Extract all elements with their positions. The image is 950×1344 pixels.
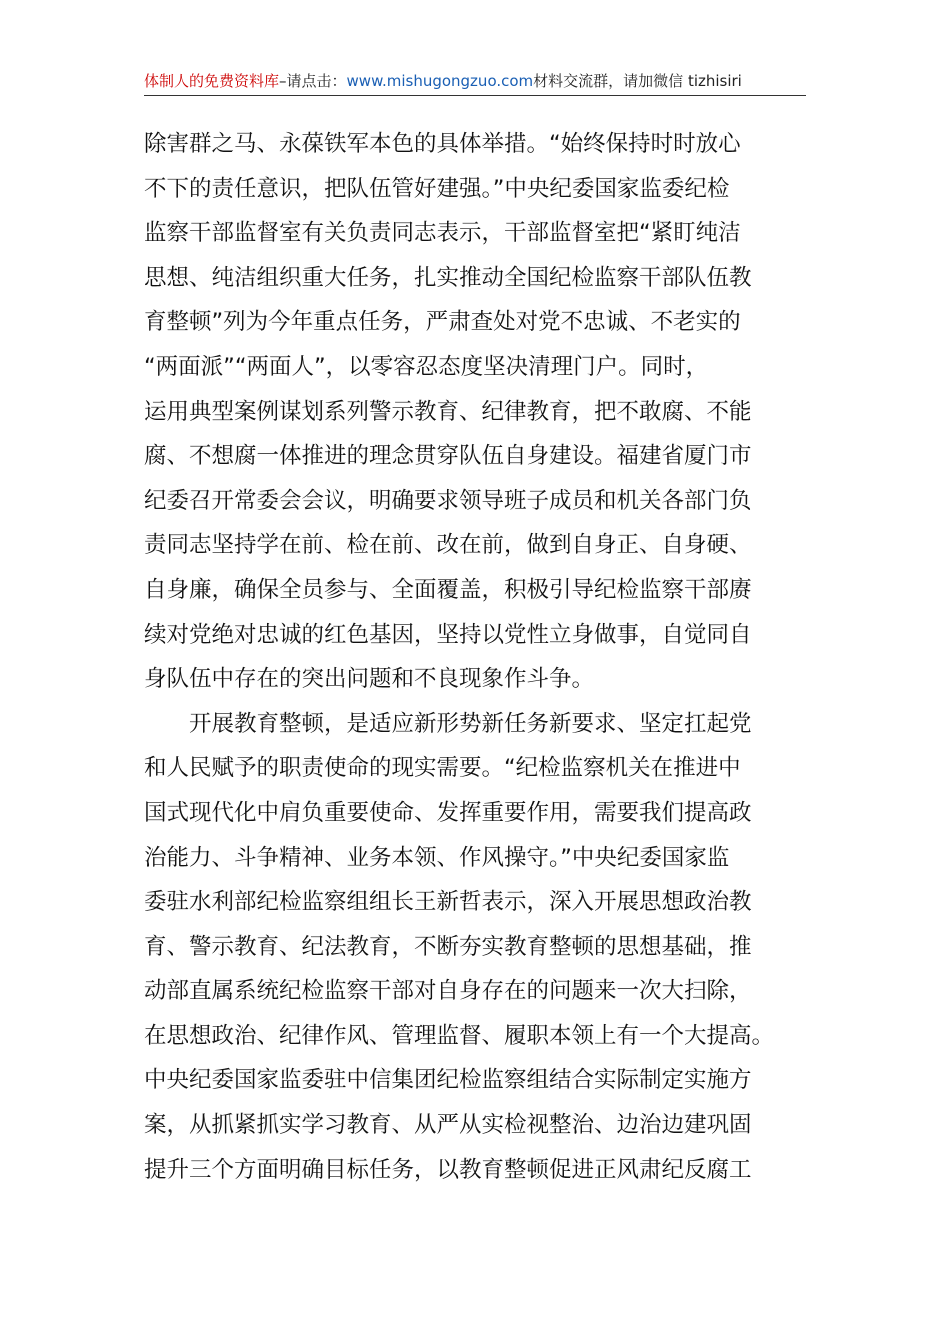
document-body [144,122,809,1192]
text-line: 身队伍中存在的突出问题和不良现象作斗争。 [144,666,595,693]
text-line: 中央纪委国家监委驻中信集团纪检监察组结合实际制定实施方 [144,1067,752,1094]
text-line: 思想、纯洁组织重大任务，扎实推动全国纪检监察干部队伍教 [144,264,752,291]
paragraph-start-line: 开展教育整顿，是适应新形势新任务新要求、坚定扛起党 [189,710,752,737]
text-line: 动部直属系统纪检监察干部对自身存在的问题来一次大扫除， [144,978,752,1005]
text-line: “两面派”“两面人”，以零容忍态度坚决清理门户。同时， [144,353,709,380]
text-line: 自身廉，确保全员参与、全面覆盖，积极引导纪检监察干部赓 [144,576,752,603]
click-prompt: –请点击： [279,72,347,90]
text-line: 不下的责任意识，把队伍管好建强。”中央纪委国家监委纪检 [144,175,730,202]
text-line: 在思想政治、纪律作风、管理监督、履职本领上有一个大提高。 [144,1022,775,1049]
text-line: 案，从抓紧抓实学习教育、从严从实检视整治、边治边建巩固 [144,1112,752,1139]
website-link[interactable]: www.mishugongzuo.com [346,72,534,90]
text-line: 育、警示教育、纪法教育，不断夯实教育整顿的思想基础，推 [144,933,752,960]
page-header [144,68,806,94]
text-line: 治能力、斗争精神、业务本领、作风操守。”中央纪委国家监 [144,844,730,871]
text-line: 监察干部监督室有关负责同志表示，干部监督室把“紧盯纯洁 [144,220,741,247]
library-name: 体制人的免费资料库 [144,72,280,90]
text-line: 和人民赋予的职责使命的现实需要。“纪检监察机关在推进中 [144,755,741,782]
text-line: 国式现代化中肩负重要使命、发挥重要作用，需要我们提高政 [144,799,752,826]
text-line: 续对党绝对忠诚的红色基因，坚持以党性立身做事，自觉同自 [144,621,752,648]
text-line: 运用典型案例谋划系列警示教育、纪律教育，把不敢腐、不能 [144,398,752,425]
text-line: 责同志坚持学在前、检在前、改在前，做到自身正、自身硬、 [144,532,752,559]
header-divider [144,95,806,96]
contact-info: 材料交流群，请加微信 tizhisiri [533,72,742,90]
text-line: 腐、不想腐一体推进的理念贯穿队伍自身建设。福建省厦门市 [144,443,752,470]
text-line: 纪委召开常委会会议，明确要求领导班子成员和机关各部门负 [144,487,752,514]
text-line: 除害群之马、永葆铁军本色的具体举措。“始终保持时时放心 [144,131,741,157]
text-line: 育整顿”列为今年重点任务，严肃查处对党不忠诚、不老实的 [144,309,741,336]
text-line: 提升三个方面明确目标任务，以教育整顿促进正风肃纪反腐工 [144,1156,752,1183]
text-line: 委驻水利部纪检监察组组长王新哲表示，深入开展思想政治教 [144,889,752,916]
